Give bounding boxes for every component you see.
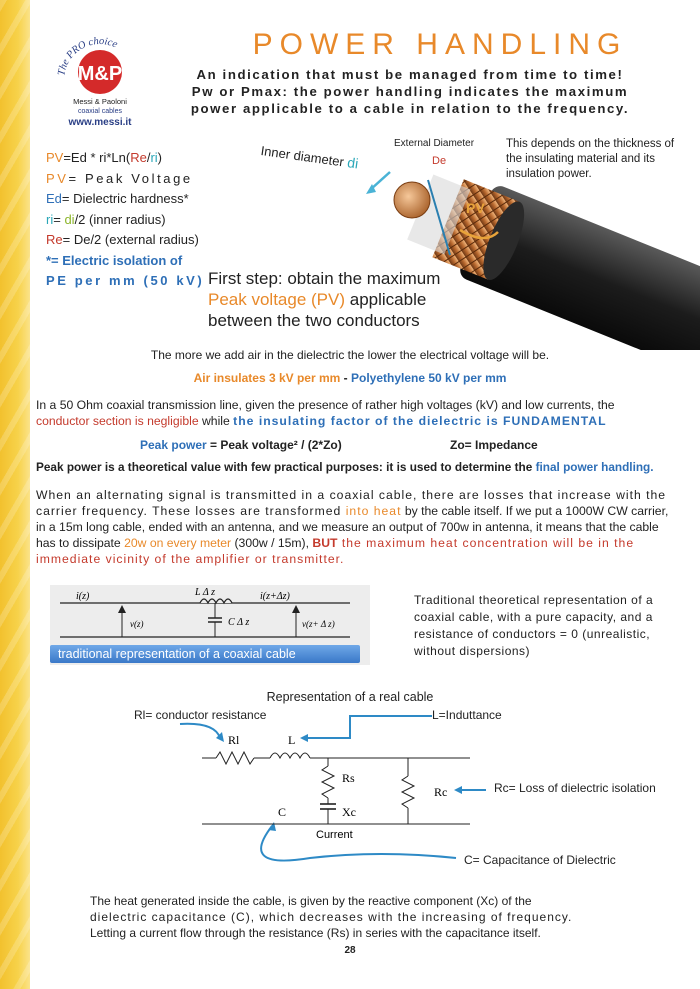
logo-graphic <box>50 24 150 136</box>
page-number: 28 <box>344 945 356 956</box>
footer-line-2: dielectric capacitance (C), which decreases with the increasing of frequency. <box>90 910 573 924</box>
subtitle-line-1: An indication that must be managed from time to time! <box>196 67 624 82</box>
circuit1-vzdz: v(z+ Δ z) <box>302 619 335 629</box>
first-step-line-3: between the two conductors <box>208 311 420 330</box>
p1-b: conductor section is negligible <box>36 414 199 428</box>
impedance-note: Zo= Impedance <box>450 438 538 452</box>
close-paren: ) <box>157 150 162 165</box>
peak-power-formula <box>140 438 342 452</box>
pv-eq-body: =Ed * ri*Ln( <box>63 150 131 165</box>
pe-note: PE per mm (50 kV) <box>46 273 205 288</box>
l-label: L <box>288 733 296 747</box>
star-note: *= Electric isolation of <box>46 252 183 268</box>
p3-e: (300w / 15m), <box>231 536 313 550</box>
ed-symbol: Ed <box>46 191 62 206</box>
rs-resistor <box>322 766 334 798</box>
paragraph-losses <box>36 487 670 567</box>
paragraph-peak-power <box>36 459 670 475</box>
circuit1-vz: v(z) <box>130 619 144 629</box>
ed-text: = Dielectric hardness* <box>61 191 189 206</box>
p1-c: while <box>198 414 234 428</box>
peak-power-label: Peak power <box>140 438 207 452</box>
rc-label: Rc <box>434 785 448 799</box>
re-def-text: = De/2 (external radius) <box>62 232 199 247</box>
pv-figure-label: PV <box>466 200 485 216</box>
subtitle-line-3: power applicable to a cable in relation to the frequency. <box>190 101 630 116</box>
logo-url: www.messi.it <box>68 117 132 128</box>
rl-resistor <box>216 752 254 764</box>
ri-def-eq: = <box>53 211 65 227</box>
re-definition <box>46 230 246 251</box>
circuit1-cdz: C Δ z <box>228 617 250 628</box>
re-symbol: Re <box>130 150 147 165</box>
c-pointer <box>261 826 456 861</box>
page-title: POWER HANDLING <box>252 28 628 61</box>
peak-voltage-highlight: Peak voltage (PV) <box>208 290 346 309</box>
p1-a: In a 50 Ohm coaxial transmission line, given the presence of rather high voltages (kV) and low currents, the <box>36 398 615 412</box>
circuit1-ldz: L Δ z <box>195 587 215 598</box>
air-insulates: Air insulates 3 kV per mm <box>193 371 341 385</box>
c-description: C= Capacitance of Dielectric <box>464 853 616 867</box>
l-description: L=Induttance <box>432 708 502 722</box>
company-logo <box>50 24 150 136</box>
external-diameter-label: External Diameter <box>394 138 475 149</box>
logo-mark: M&P <box>77 63 123 85</box>
current-label: Current <box>316 829 353 841</box>
inner-diameter-text: Inner diameter <box>259 142 345 170</box>
air-line: The more we add air in the dielectric the lower the electrical voltage will be. <box>150 348 550 362</box>
di-label: di <box>346 154 360 172</box>
de-label: De <box>432 155 447 167</box>
footer-line-3: Letting a current flow through the resistance (Rs) in series with the capacitance itself. <box>90 926 541 940</box>
traditional-caption: Traditional theoretical representation of a coaxial cable, with a pure capacity, and a resistance of conductors = 0 (unrealistic, without dispersions) <box>414 593 654 658</box>
traditional-banner: traditional representation of a coaxial cable <box>50 645 360 663</box>
subtitle-line-2: Pw or Pmax: the power handling indicates the maximum <box>191 84 629 99</box>
slash: / <box>146 150 151 165</box>
di-symbol: di <box>64 211 75 227</box>
p3-d: 20w on every meter <box>124 536 232 550</box>
insulation-values <box>40 371 660 385</box>
c-label: C <box>278 805 287 819</box>
ri-definition <box>46 210 246 231</box>
first-step-line-1: First step: obtain the maximum <box>208 269 441 288</box>
footer-paragraph <box>90 893 650 941</box>
xc-label: Xc <box>342 805 356 819</box>
p2-b: final power handling. <box>535 460 654 474</box>
l-pointer <box>306 716 432 738</box>
first-step-line-2-rest: applicable <box>345 290 427 309</box>
p3-b: into heat <box>345 504 402 518</box>
rl-pointer <box>180 724 220 738</box>
circuit1-izdz: i(z+Δz) <box>260 591 290 602</box>
p3-c: by the cable itself. If we put a 1000W CW carrier, in a 15m long cable, ended with an antenna, and we measure an output of 700w in antenna, it means that the cable has to dissipate <box>36 504 669 550</box>
stripe-pattern <box>0 0 30 989</box>
peak-power-eq: = Peak voltage² / (2*Zo) <box>206 438 342 452</box>
page-subtitle <box>160 66 660 117</box>
circuit1-iz: i(z) <box>76 591 90 602</box>
p1-d: the insulating factor of the dielectric is FUNDAMENTAL <box>233 414 607 428</box>
first-step-note <box>208 268 478 331</box>
pv-def-text: = Peak Voltage <box>68 170 193 186</box>
logo-company: Messi & Paoloni <box>73 97 127 106</box>
ri-def-text: /2 (inner radius) <box>74 211 166 227</box>
re-def-symbol: Re <box>46 232 63 247</box>
l-inductor <box>270 753 310 758</box>
footer-line-1: The heat generated inside the cable, is given by the reactive component (Xc) of the <box>90 894 532 908</box>
p3-a: When an alternating signal is transmitted in a coaxial cable, there are losses that increase with the carrier frequency. These losses are transformed <box>36 488 667 518</box>
ri-def-symbol: ri <box>46 211 54 227</box>
ri-symbol: ri <box>150 150 158 165</box>
dash: - <box>340 371 351 385</box>
pv-symbol: PV <box>46 150 64 165</box>
ed-definition <box>46 189 246 210</box>
logo-tagline: coaxial cables <box>78 108 122 115</box>
rl-label: Rl <box>228 733 240 747</box>
rc-resistor <box>402 776 414 808</box>
pv-def-symbol: PV <box>46 170 69 186</box>
p2-a: Peak power is a theoretical value with few practical purposes: it is used to determine the <box>36 460 536 474</box>
paragraph-coax-line <box>36 397 670 429</box>
pv-definition <box>46 169 246 190</box>
real-cable-title: Representation of a real cable <box>266 690 434 704</box>
logo-arc-text: The PRO choice <box>56 35 119 77</box>
rs-label: Rs <box>342 771 355 785</box>
pv-equation <box>46 148 246 169</box>
rc-description: Rc= Loss of dielectric isolation <box>494 781 656 795</box>
p3-g: the maximum heat concentration will be in the immediate vicinity of the amplifier or transmitter. <box>36 536 635 566</box>
rl-description: Rl= conductor resistance <box>134 708 267 722</box>
p3-f: BUT <box>312 536 338 550</box>
poly-insulates: Polyethylene 50 kV per mm <box>351 371 507 385</box>
depends-note: This depends on the thickness of the insulating material and its insulation power. <box>506 138 675 180</box>
